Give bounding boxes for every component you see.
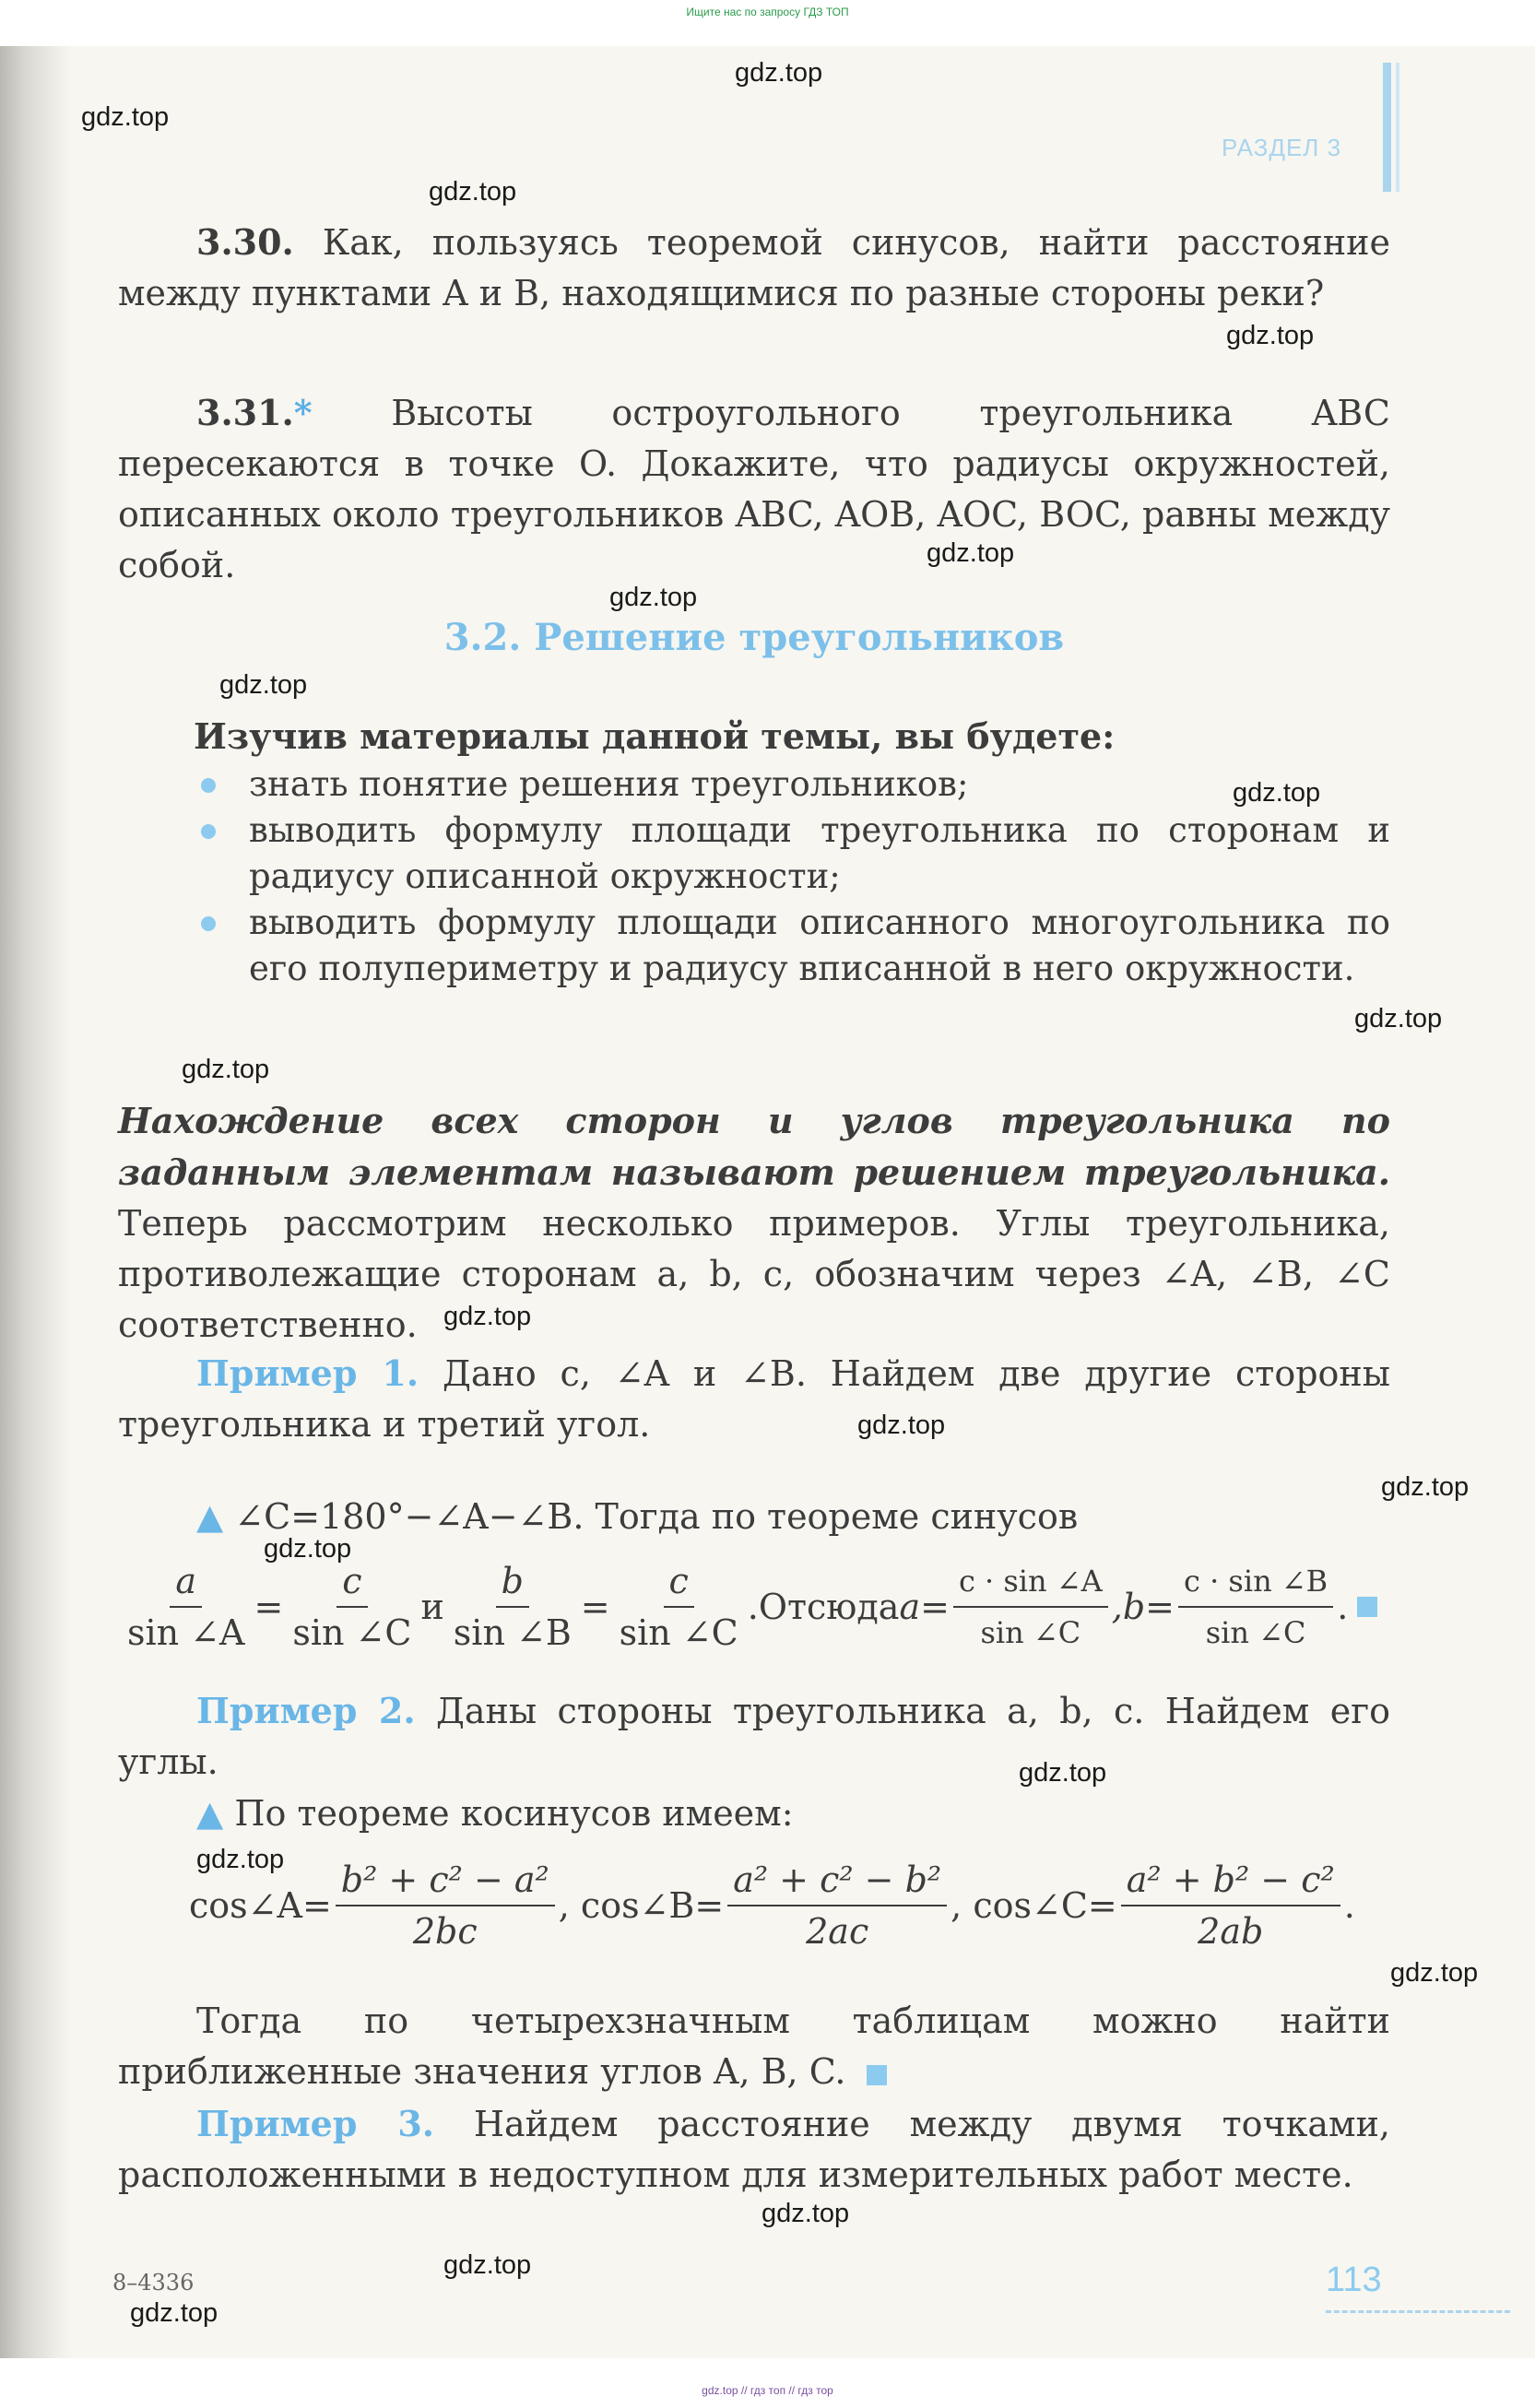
fraction: $\frac{\text{a² + b² − c²}}{2ab}$ — [1121, 1859, 1340, 1953]
fraction: $\frac{a}{\sin \angle A}$ — [127, 1561, 245, 1653]
example-2-conclusion: Тогда по четырехзначным таблицам можно найти приближенные значения углов A, B, C. — [118, 2001, 1390, 2092]
watermark: gdz.top — [857, 1411, 946, 1440]
end-of-proof-icon — [867, 2065, 887, 2085]
study-title: Изучив материалы данной темы, вы будете: — [194, 715, 1116, 757]
watermark: gdz.top — [182, 1055, 270, 1084]
watermark: gdz.top — [1226, 321, 1315, 350]
watermark: gdz.top — [1354, 1004, 1443, 1033]
section-label: РАЗДЕЛ 3 — [1222, 134, 1342, 161]
bullet-dot — [201, 824, 216, 839]
study-list — [194, 761, 1390, 992]
section-bar — [1383, 63, 1391, 192]
watermark: gdz.top — [196, 1845, 285, 1874]
subsection-title: 3.2. Решение треугольников — [443, 616, 1065, 659]
fraction: $\frac{b}{\sin \angle B}$ — [453, 1561, 572, 1653]
list-item: выводить формулу площади описанного многоугольника по его полупериметру и радиусу вписанной в него окружности. — [194, 900, 1390, 992]
watermark: gdz.top — [264, 1534, 352, 1564]
watermark: gdz.top — [1019, 1758, 1107, 1788]
problem-3-30: 3.30. Как, пользуясь теоремой синусов, найти расстояние между пунктами A и B, находящимися по разные стороны реки? — [118, 221, 1390, 313]
end-of-proof-icon — [1357, 1597, 1377, 1617]
sine-formula-row: $\frac{a}{\sin \angle A}$ = $\frac{c}{\sin \angle C}$ и $\frac{b}{\sin \angle B}$ = $\frac{c}{\sin \angle C}$ .Отсюда a= $\frac{c \cdot \sin \angle A}{\sin \angle C}$ ,b= $\frac{c \cdot \sin \angle B}{\sin \angle C}$ . — [118, 1560, 1377, 1654]
fraction: $\frac{c \cdot \sin \angle B}{\sin \angle C}$ — [1178, 1560, 1333, 1654]
watermark: gdz.top — [429, 177, 517, 207]
watermark: gdz.top — [81, 102, 170, 132]
watermark: gdz.top — [1390, 1958, 1479, 1988]
fraction: $\frac{\text{b² + c² − a²}}{2bc}$ — [336, 1859, 555, 1953]
fraction: $\frac{c \cdot \sin \angle A}{\sin \angle C}$ — [953, 1560, 1108, 1654]
watermark: gdz.top — [735, 58, 823, 88]
watermark: gdz.top — [219, 670, 308, 700]
watermark: gdz.top — [927, 538, 1015, 568]
list-item: знать понятие решения треугольников; — [194, 761, 1390, 808]
bullet-dot — [201, 778, 216, 793]
example-1: Пример 1. Дано c, ∠A и ∠B. Найдем две другие стороны треугольника и третий угол. — [118, 1352, 1390, 1445]
watermark: gdz.top — [762, 2199, 850, 2228]
example-2: Пример 2. Даны стороны треугольника a, b, c. Найдем его углы. — [118, 1690, 1390, 1782]
top-banner: Ищите нас по запросу ГДЗ ТОП — [686, 6, 849, 18]
fraction: $\frac{c}{\sin \angle C}$ — [619, 1561, 738, 1653]
print-code: 8–4336 — [112, 2270, 195, 2296]
example-3: Пример 3. Найдем расстояние между двумя точками, расположенными в недоступном для измерительных работ месте. — [118, 2103, 1391, 2195]
page-number: 113 — [1326, 2260, 1382, 2299]
triangle-marker-icon: ▲ — [196, 1793, 224, 1834]
page-spine-shadow — [0, 46, 72, 2358]
problem-3-31: 3.31.* Высоты остроугольного треугольника ABC пересекаются в точке O. Докажите, что радиусы окружностей, описанных около треугольников ABC, AOB, AOC, BOC, равны между собой. — [118, 392, 1390, 585]
example-2-intro: ▲ По теореме косинусов имеем: — [196, 1793, 794, 1834]
watermark: gdz.top — [130, 2298, 218, 2328]
watermark: gdz.top — [1233, 778, 1321, 808]
bullet-dot — [201, 916, 216, 931]
fraction: $\frac{\text{a² + c² − b²}}{2ac}$ — [727, 1859, 947, 1953]
watermark: gdz.top — [443, 1302, 532, 1331]
watermark: gdz.top — [443, 2250, 532, 2280]
section-bar-thin — [1396, 63, 1399, 192]
footer-dashes — [1326, 2310, 1510, 2313]
watermark: gdz.top — [1381, 1472, 1470, 1502]
cosine-formula-row: cos∠A= $\frac{\text{b² + c² − a²}}{2bc}$ , cos∠B= $\frac{\text{a² + c² − b²}}{2ac}$ , cos∠C= $\frac{\text{a² + b² − c²}}{2ab}$ . — [189, 1859, 1355, 1952]
definition-paragraph: Нахождение всех сторон и углов треугольника по заданным элементам называют решением треугольника. Теперь рассмотрим несколько примеров. Углы треугольника, противолежащие сторонам a, b, c, обозначим через ∠A, ∠B, ∠C соответственно. — [118, 1100, 1390, 1345]
bottom-banner: gdz.top // гдз топ // гдз тор — [702, 2384, 833, 2397]
list-item: выводить формулу площади треугольника по сторонам и радиусу описанной окружности; — [194, 808, 1390, 900]
triangle-marker-icon: ▲ — [196, 1496, 224, 1537]
watermark: gdz.top — [609, 583, 698, 612]
example-1-solution: ▲ ∠C=180°−∠A−∠B. Тогда по теореме синусов — [196, 1496, 1079, 1537]
fraction: $\frac{c}{\sin \angle C}$ — [292, 1561, 412, 1653]
